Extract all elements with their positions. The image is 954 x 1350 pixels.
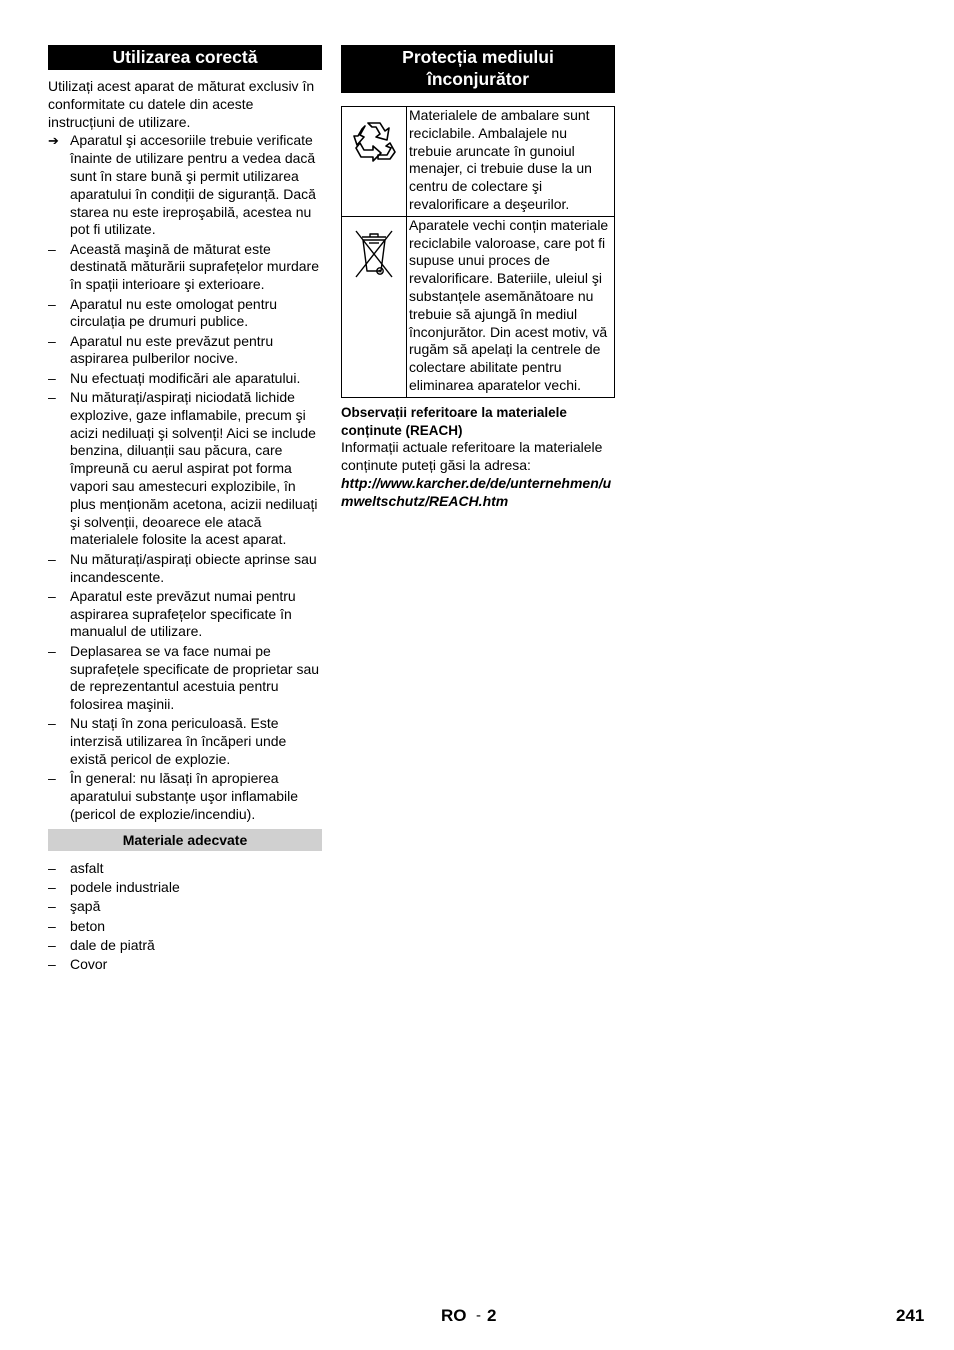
list-item-text: asfalt [70, 859, 104, 876]
list-item-text: În general: nu lăsați în apropierea aparatului substanțe uşor inflamabile (pericol de explozie/incendiu). [70, 770, 299, 822]
page-footer [0, 1306, 954, 1328]
list-item [48, 937, 322, 955]
left-column [48, 45, 322, 975]
crossed-bin-icon [350, 225, 398, 281]
dash-bullet: – [48, 369, 56, 386]
list-item-text: Nu măturați/aspirați niciodată lichide explozive, gaze inflamabile, precum şi acizi nediluați şi solvenți! Aici se include benzina, diluanții sau păcura, care împreună cu aerul aspirat pot forma vapori sau amestecuri explozibile, în plus menționăm acetona, acizii nediluați şi solvenții, deoarece ele atacă materialele folosite la acest aparat. [70, 389, 318, 548]
list-item [48, 898, 322, 916]
reach-text: Informații actuale referitoare la materialele conținute puteți găsi la adresa: [341, 439, 603, 474]
dash-bullet: – [48, 295, 56, 312]
dash-bullet: – [48, 917, 56, 934]
heading-line-2: înconjurător [426, 69, 530, 89]
footer-separator: - [476, 1307, 481, 1324]
materials-list [48, 860, 322, 974]
dash-bullet: – [48, 550, 56, 567]
list-item [48, 333, 322, 369]
dash-bullet: – [48, 956, 56, 973]
dash-bullet: – [48, 642, 56, 659]
svg-text:R: R [378, 268, 382, 274]
recycle-icon [348, 115, 400, 167]
list-item [48, 296, 322, 332]
heading-line-1: Protecția mediului [402, 47, 554, 67]
list-item-text: Aparatul nu este prevăzut pentru aspirarea pulberilor nocive. [70, 332, 274, 367]
arrow-bullet-icon: ➔ [48, 133, 59, 149]
table-text-cell: Aparatele vechi conțin materiale reciclabile valoroase, care pot fi supuse unui proces de revalorificare. Bateriile, uleiul şi substanțele asemănătoare nu trebuie să ajungă în mediul înconjurător. Din acest motiv, vă rugăm să apelați la centrele de colectare abilitate pentru eliminarea aparatelor vechi. [407, 216, 615, 397]
list-item-text: Nu măturați/aspirați obiecte aprinse sau incandescente. [70, 550, 317, 585]
reach-link[interactable]: http://www.karcher.de/de/unternehmen/umweltschutz/REACH.htm [341, 474, 612, 509]
reach-title: Observații referitoare la materialele conținute (REACH) [341, 404, 567, 438]
environment-table [341, 106, 615, 398]
list-item-text: Deplasarea se va face numai pe suprafețele specificate de proprietar sau de reprezentantul acestuia pentru folosirea maşinii. [70, 642, 320, 713]
list-item-text: Nu efectuați modificări ale aparatului. [70, 369, 301, 386]
list-item [48, 370, 322, 388]
table-text-cell: Materialele de ambalare sunt reciclabile. Ambalajele nu trebuie aruncate în gunoiul menajer, ci trebuie duse la un centru de colectare şi revalorificare a deşeurilor. [407, 107, 615, 217]
dash-bullet: – [48, 240, 56, 257]
list-item [48, 879, 322, 897]
list-item [48, 918, 322, 936]
footer-section-number: 2 [487, 1306, 497, 1325]
dash-bullet: – [48, 770, 56, 787]
list-item [48, 241, 322, 294]
icon-cell [342, 107, 407, 217]
usage-rules-list [48, 132, 322, 823]
list-item-text: Aparatul şi accesoriile trebuie verificate înainte de utilizare pentru a vedea dacă sunt în stare bună şi permit utilizarea aparatului în condiții de siguranță. Dacă starea nu este ireproşabilă, acestea nu pot fi utilizate. [70, 132, 316, 238]
list-item-text: şapă [70, 898, 101, 915]
table-row [342, 107, 615, 217]
list-item [48, 551, 322, 587]
section-subheading-materials: Materiale adecvate [48, 829, 322, 851]
list-item [48, 860, 322, 878]
dash-bullet: – [48, 878, 56, 895]
list-item-text: podele industriale [70, 878, 180, 895]
list-item [48, 389, 322, 549]
footer-language: RO [441, 1306, 467, 1325]
list-item-text: Aparatul nu este omologat pentru circulația pe drumuri publice. [70, 295, 278, 330]
intro-paragraph: Utilizați acest aparat de măturat exclusiv în conformitate cu datele din aceste instrucțiuni de utilizare. [48, 78, 315, 130]
footer-page-number: 241 [896, 1306, 925, 1325]
list-item-text: Aparatul este prevăzut numai pentru aspirarea suprafețelor specificate în manualul de utilizare. [70, 587, 296, 640]
list-item [48, 956, 322, 974]
section-heading-environment [341, 45, 615, 93]
list-item [48, 715, 322, 768]
list-item-text: Nu stați în zona periculoasă. Este interzisă utilizarea în încăperi unde există pericol de explozie. [70, 715, 287, 767]
list-item-text: beton [70, 917, 106, 934]
dash-bullet: – [48, 715, 56, 732]
dash-bullet: – [48, 332, 56, 349]
dash-bullet: – [48, 587, 56, 604]
dash-bullet: – [48, 936, 56, 953]
section-heading-correct-use: Utilizarea corectă [48, 45, 322, 70]
list-item [48, 643, 322, 714]
dash-bullet: – [48, 898, 56, 915]
list-item-text: dale de piatră [70, 936, 155, 953]
right-column [341, 45, 615, 511]
icon-cell [342, 216, 407, 397]
list-item-text: Covor [70, 956, 108, 973]
dash-bullet: – [48, 389, 56, 406]
list-item [48, 770, 322, 823]
list-item [48, 588, 322, 641]
list-item [48, 132, 322, 239]
table-row [342, 216, 615, 397]
dash-bullet: – [48, 859, 56, 876]
list-item-text: Această maşină de măturat este destinată măturării suprafețelor murdare în spații interioare şi exterioare. [70, 240, 320, 293]
